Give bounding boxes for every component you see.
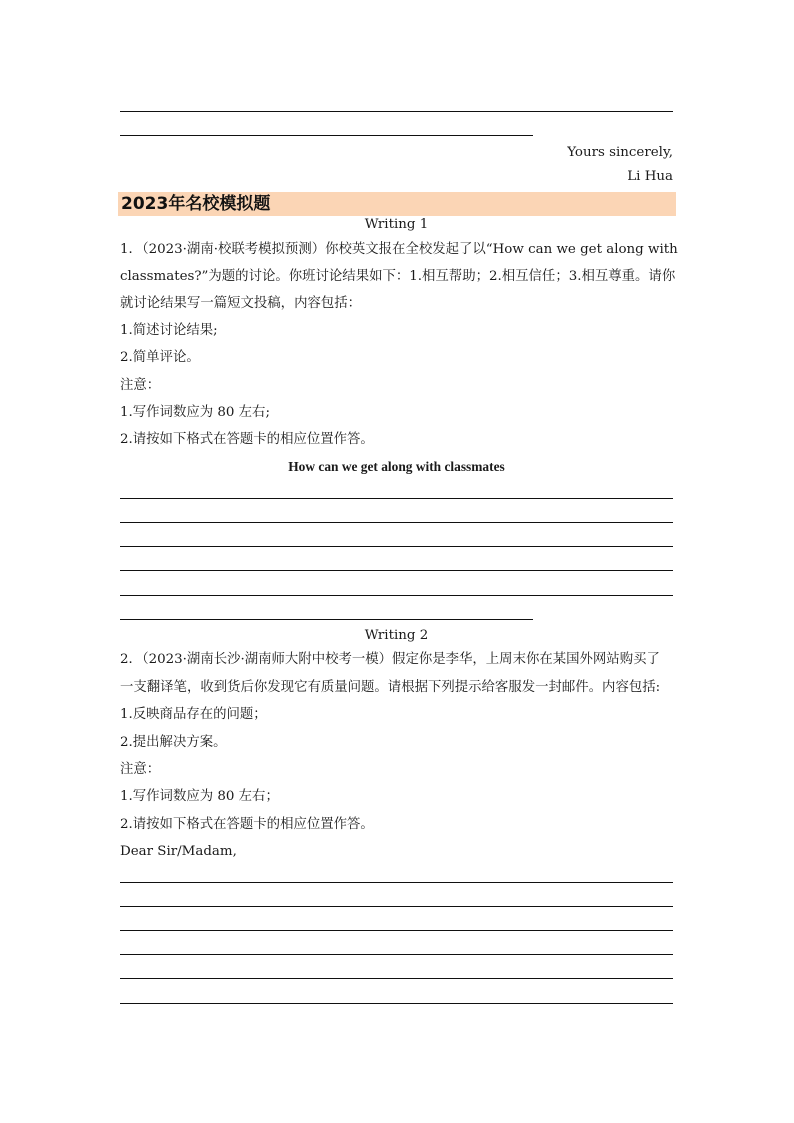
writing2-prompt-line2: 一支翻译笔，收到货后你发现它有质量问题。请根据下列提示给客服发一封邮件。内容包括: — [120, 680, 661, 695]
answer-line-short — [120, 619, 533, 620]
answer-line-short — [120, 135, 533, 136]
section-header — [118, 192, 676, 216]
answer-line — [120, 570, 673, 571]
writing2-item2: 2.提出解决方案。 — [120, 735, 227, 750]
answer-line — [120, 954, 673, 955]
writing2-salutation: Dear Sir/Madam, — [120, 844, 237, 859]
writing2-note-label: 注意： — [120, 762, 161, 777]
writing1-heading: Writing 1 — [364, 217, 429, 232]
writing1-item2: 2.简单评论。 — [120, 350, 200, 365]
writing2-heading: Writing 2 — [364, 628, 429, 643]
answer-line — [120, 111, 673, 112]
writing1-prompt-line1: 1．（2023·湖南·校联考模拟预测）你校英文报在全校发起了以“How can we get along with — [120, 242, 678, 257]
writing1-essay-title: How can we get along with classmates — [288, 459, 505, 474]
answer-line — [120, 1003, 673, 1004]
writing2-item1: 1.反映商品存在的问题； — [120, 707, 267, 722]
writing2-note1: 1.写作词数应为 80 左右； — [120, 789, 279, 804]
writing2-note2: 2.请按如下格式在答题卡的相应位置作答。 — [120, 817, 374, 832]
closing-sincerely: Yours sincerely, — [567, 145, 673, 160]
writing1-item1: 1.简述讨论结果; — [120, 323, 218, 338]
answer-line — [120, 882, 673, 883]
writing1-note2: 2.请按如下格式在答题卡的相应位置作答。 — [120, 432, 374, 447]
answer-line — [120, 595, 673, 596]
writing1-prompt-line2: classmates?”为题的讨论。你班讨论结果如下：1.相互帮助；2.相互信任；3.相互尊重。请你 — [120, 269, 676, 284]
answer-line — [120, 546, 673, 547]
answer-line — [120, 930, 673, 931]
writing1-note1: 1.写作词数应为 80 左右; — [120, 405, 270, 420]
writing1-note-label: 注意： — [120, 378, 161, 393]
writing1-prompt-line3: 就讨论结果写一篇短文投稿，内容包括： — [120, 296, 362, 311]
answer-line — [120, 522, 673, 523]
answer-line — [120, 978, 673, 979]
section-title: 2023年名校模拟题 — [121, 194, 271, 214]
writing2-prompt-line1: 2．（2023·湖南长沙·湖南师大附中校考一模）假定你是李华，上周末你在某国外网站购买了 — [120, 652, 660, 667]
answer-line — [120, 906, 673, 907]
closing-name: Li Hua — [627, 169, 673, 184]
answer-line — [120, 498, 673, 499]
